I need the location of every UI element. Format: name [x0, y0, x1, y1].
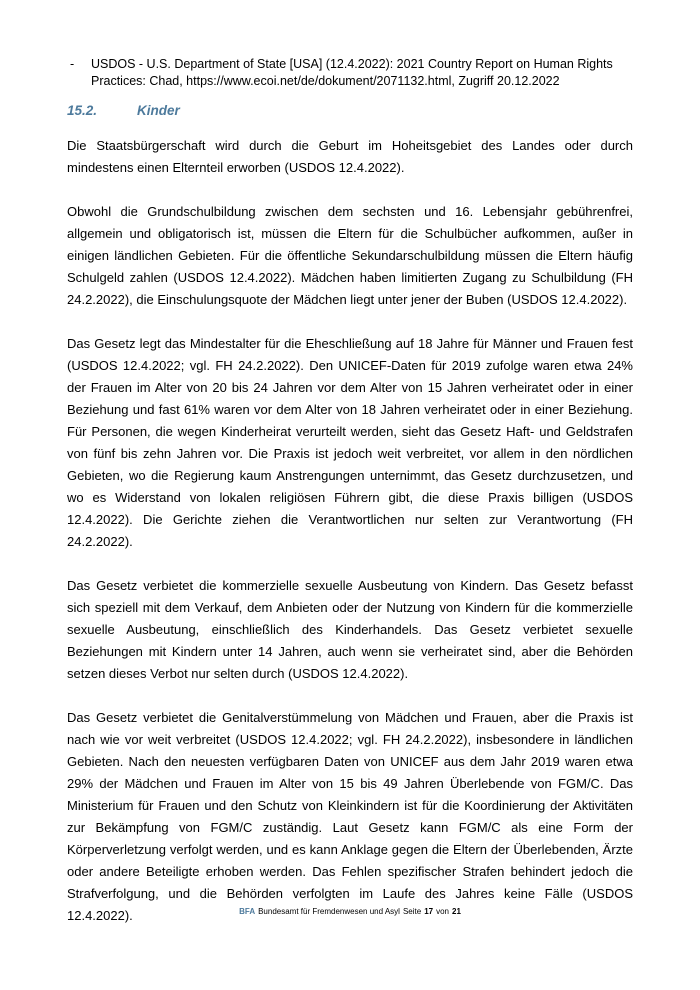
reference-entry: [67, 56, 633, 90]
footer-org-name: Bundesamt für Fremdenwesen und Asyl: [258, 907, 400, 916]
section-number: 15.2.: [67, 103, 98, 118]
paragraph-marriage-age: Das Gesetz legt das Mindestalter für die Eheschließung auf 18 Jahre für Männer und Frauen fest (USDOS 12.4.2022; vgl. FH 24.2.2022). Den UNICEF-Daten für 2019 zufolge waren etwa 24% der Frauen im Alter von 20 bis 24 Jahren vor dem Alter von 15 Jahren verheiratet oder in einer Beziehung und fast 61% waren vor dem Alter von 18 Jahren verheiratet oder in einer Beziehung. Für Personen, die wegen Kinderheirat verurteilt werden, sieht das Gesetz Haft- und Geldstrafen von fünf bis zehn Jahren vor. Die Praxis ist jedoch weit verbreitet, vor allem in den nördlichen Gebieten, wo die Regierung kaum Anstrengungen unternimmt, das Gesetz durchzusetzen, und wo es Widerstand von lokalen religiösen Führern gibt, die diese Praxis billigen (USDOS 12.4.2022). Die Gerichte ziehen die Verantwortlichen nur selten zur Verantwortung (FH 24.2.2022).: [67, 336, 633, 549]
section-heading: [67, 102, 633, 120]
footer-brand: BFA: [239, 907, 256, 916]
footer-page-total: 21: [452, 907, 461, 916]
reference-text: USDOS - U.S. Department of State [USA] (12.4.2022): 2021 Country Report on Human Rights Practices: Chad, https://www.ecoi.net/de/dokument/2071132.html, Zugriff 20.12.2022: [91, 57, 613, 88]
footer-of-label: von: [436, 907, 449, 916]
section-title: Kinder: [137, 103, 180, 118]
paragraph-sexual-exploitation: Das Gesetz verbietet die kommerzielle sexuelle Ausbeutung von Kindern. Das Gesetz befasst sich speziell mit dem Verkauf, dem Anbieten oder der Nutzung von Kindern für die kommerzielle sexuelle Ausbeutung, einschließlich des Kinderhandels. Das Gesetz verbietet sexuelle Beziehungen mit Kindern unter 14 Jahren, auch wenn sie verheiratet sind, aber die Behörden setzen dieses Verbot nur selten durch (USDOS 12.4.2022).: [67, 578, 633, 681]
footer-page-current: 17: [424, 907, 434, 916]
page-footer: [0, 906, 700, 917]
paragraph-citizenship: Die Staatsbürgerschaft wird durch die Geburt im Hoheitsgebiet des Landes oder durch mindestens einen Elternteil erworben (USDOS 12.4.2022).: [67, 138, 633, 175]
bullet-dash: -: [70, 57, 75, 71]
footer-page-label: Seite: [402, 907, 422, 916]
paragraph-fgm: Das Gesetz verbietet die Genitalverstümmelung von Mädchen und Frauen, aber die Praxis ist nach wie vor weit verbreitet (USDOS 12.4.2022; vgl. FH 24.2.2022), insbesondere in ländlichen Gebieten. Nach den neuesten verfügbaren Daten von UNICEF aus dem Jahr 2019 waren etwa 29% der Mädchen und Frauen im Alter von 15 bis 49 Jahren Überlebende von FGM/C. Das Ministerium für Frauen und den Schutz von Kleinkindern ist für die Koordinierung der Aktivitäten zur Bekämpfung von FGM/C zuständig. Laut Gesetz kann FGM/C als eine Form der Körperverletzung verfolgt werden, und es kann Anklage gegen die Eltern der Überlebenden, Ärzte oder andere Beteiligte erhoben werden. Das Fehlen spezifischer Strafen behindert jedoch die Strafverfolgung, und die Behörden verfolgten im Laufe des Jahres keine Fälle (USDOS 12.4.2022).: [67, 710, 633, 923]
paragraph-schooling: Obwohl die Grundschulbildung zwischen dem sechsten und 16. Lebensjahr gebührenfrei, allgemein und obligatorisch ist, müssen die Eltern für die Schulbücher aufkommen, außer in einigen ländlichen Gebieten. Für die öffentliche Sekundarschulbildung müssen die Eltern häufig Schulgeld zahlen (USDOS 12.4.2022). Mädchen haben limitierten Zugang zu Schulbildung (FH 24.2.2022), die Einschulungsquote der Mädchen liegt unter jener der Buben (USDOS 12.4.2022).: [67, 204, 633, 307]
